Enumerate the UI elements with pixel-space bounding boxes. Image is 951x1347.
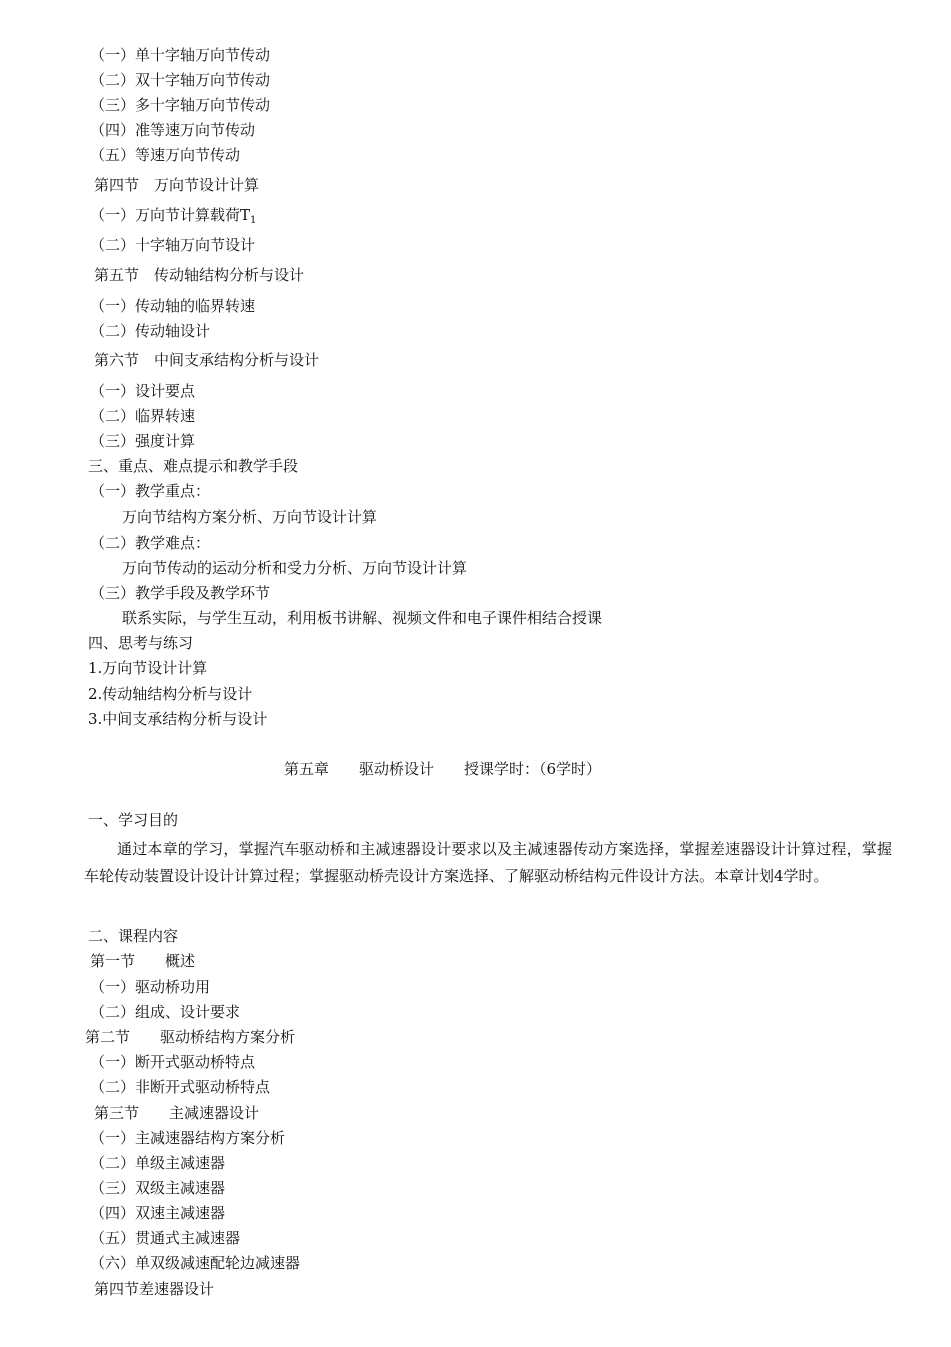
list-item: （二）双十字轴万向节传动 <box>90 71 271 89</box>
list-item: （二）非断开式驱动桥特点 <box>90 1078 271 1096</box>
subheading: （一）教学重点： <box>90 482 211 500</box>
section-title: 第一节 概述 <box>90 952 196 970</box>
section-title: 第四节 万向节设计计算 <box>94 176 260 194</box>
body-text: 万向节结构方案分析、万向节设计计算 <box>122 508 378 526</box>
list-item: （五）贯通式主减速器 <box>90 1229 241 1247</box>
list-item: （四）准等速万向节传动 <box>90 121 256 139</box>
part-title: 四、思考与练习 <box>88 634 194 652</box>
part-title: 二、课程内容 <box>88 927 179 945</box>
exercise-item: 2.传动轴结构分析与设计 <box>88 685 253 703</box>
list-item: （一）设计要点 <box>90 382 196 400</box>
list-item: （三）多十字轴万向节传动 <box>90 96 271 114</box>
list-item-text: （一）万向节计算载荷T <box>90 206 251 224</box>
subscript: 1 <box>250 215 257 226</box>
list-item: （二）单级主减速器 <box>90 1154 226 1172</box>
list-item: （三）强度计算 <box>90 432 196 450</box>
list-item: （二）组成、设计要求 <box>90 1003 241 1021</box>
list-item: （一）断开式驱动桥特点 <box>90 1053 256 1071</box>
list-item: （一）主减速器结构方案分析 <box>90 1129 286 1147</box>
chapter-heading: 第五章 驱动桥设计 授课学时：（6学时） <box>284 760 602 778</box>
list-item: （二）十字轴万向节设计 <box>90 236 256 254</box>
section-title: 第二节 驱动桥结构方案分析 <box>85 1028 296 1046</box>
section-title: 第五节 传动轴结构分析与设计 <box>94 266 305 284</box>
list-item: （二）临界转速 <box>90 407 196 425</box>
subheading: （二）教学难点： <box>90 534 211 552</box>
part-title: 三、重点、难点提示和教学手段 <box>88 457 299 475</box>
list-item <box>90 205 256 231</box>
exercise-item: 3.中间支承结构分析与设计 <box>88 710 268 728</box>
body-text: 联系实际，与学生互动，利用板书讲解、视频文件和电子课件相结合授课 <box>122 609 603 627</box>
part-title: 一、学习目的 <box>88 811 179 829</box>
subheading: （三）教学手段及教学环节 <box>90 584 271 602</box>
section-title: 第三节 主减速器设计 <box>94 1104 260 1122</box>
list-item: （三）双级主减速器 <box>90 1179 226 1197</box>
section-title: 第四节差速器设计 <box>94 1280 215 1298</box>
body-text: 万向节传动的运动分析和受力分析、万向节设计计算 <box>122 559 468 577</box>
list-item: （一）单十字轴万向节传动 <box>90 46 271 64</box>
objective-paragraph: 通过本章的学习，掌握汽车驱动桥和主减速器设计要求以及主减速器传动方案选择，掌握差速器设计计算过程，掌握车轮传动装置设计设计计算过程；掌握驱动桥壳设计方案选择、了解驱动桥结构元件设计方法。本章计划4学时。 <box>84 840 892 885</box>
list-item: （二）传动轴设计 <box>90 322 211 340</box>
section-title: 第六节 中间支承结构分析与设计 <box>94 351 320 369</box>
list-item: （五）等速万向节传动 <box>90 146 241 164</box>
list-item: （六）单双级减速配轮边减速器 <box>90 1254 301 1272</box>
list-item: （一）驱动桥功用 <box>90 978 211 996</box>
list-item: （一）传动轴的临界转速 <box>90 297 256 315</box>
list-item: （四）双速主减速器 <box>90 1204 226 1222</box>
exercise-item: 1.万向节设计计算 <box>88 659 208 677</box>
